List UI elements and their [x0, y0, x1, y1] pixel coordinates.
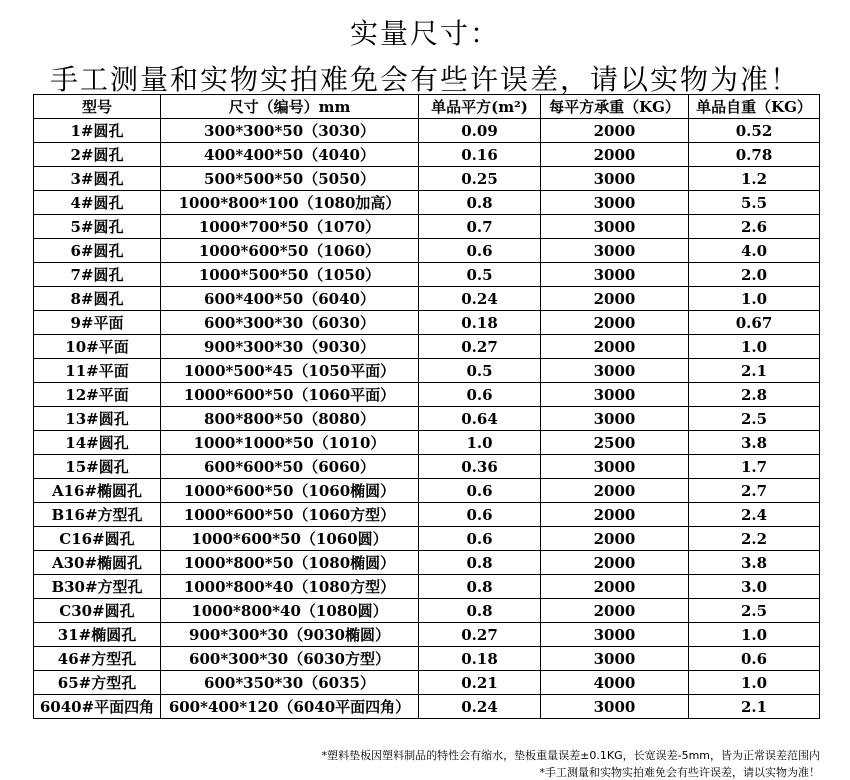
- table-cell: 3000: [541, 191, 689, 215]
- table-cell: 0.6: [689, 647, 820, 671]
- table-cell: 1000*600*50（1060平面）: [161, 383, 419, 407]
- table-cell: 3.8: [689, 551, 820, 575]
- table-cell: 2.6: [689, 215, 820, 239]
- table-cell: 0.64: [419, 407, 541, 431]
- table-cell: 0.7: [419, 215, 541, 239]
- table-cell: 0.6: [419, 479, 541, 503]
- table-cell: 2000: [541, 119, 689, 143]
- table-cell: 2000: [541, 287, 689, 311]
- table-cell: 1.0: [689, 287, 820, 311]
- table-cell: 5#圆孔: [34, 215, 161, 239]
- table-cell: 2#圆孔: [34, 143, 161, 167]
- table-cell: 2.8: [689, 383, 820, 407]
- table-header: [34, 95, 820, 119]
- table-cell: 4.0: [689, 239, 820, 263]
- table-cell: 2000: [541, 479, 689, 503]
- table-cell: 3000: [541, 383, 689, 407]
- table-cell: 0.36: [419, 455, 541, 479]
- table-cell: 2500: [541, 431, 689, 455]
- table-body: [34, 119, 820, 719]
- table-cell: 0.24: [419, 695, 541, 719]
- table-cell: 3000: [541, 359, 689, 383]
- table-row: [34, 167, 820, 191]
- table-cell: 600*300*30（6030方型）: [161, 647, 419, 671]
- table-cell: 31#椭圆孔: [34, 623, 161, 647]
- table-row: [34, 527, 820, 551]
- table-cell: 3000: [541, 407, 689, 431]
- table-cell: 3000: [541, 239, 689, 263]
- table-cell: 2000: [541, 551, 689, 575]
- table-row: [34, 119, 820, 143]
- table-cell: 1000*500*45（1050平面）: [161, 359, 419, 383]
- table-cell: 3#圆孔: [34, 167, 161, 191]
- table-cell: 1.0: [689, 335, 820, 359]
- table-cell: 46#方型孔: [34, 647, 161, 671]
- table-cell: 0.52: [689, 119, 820, 143]
- table-cell: 2.2: [689, 527, 820, 551]
- table-cell: 65#方型孔: [34, 671, 161, 695]
- table-cell: 0.18: [419, 311, 541, 335]
- table-cell: 0.67: [689, 311, 820, 335]
- table-row: [34, 431, 820, 455]
- table-cell: 0.25: [419, 167, 541, 191]
- table-cell: 600*300*30（6030）: [161, 311, 419, 335]
- table-cell: 1.2: [689, 167, 820, 191]
- column-header: 单品自重（KG）: [689, 95, 820, 119]
- table-cell: 900*300*30（9030椭圆）: [161, 623, 419, 647]
- table-cell: 0.5: [419, 359, 541, 383]
- table-cell: 1.0: [689, 623, 820, 647]
- table-cell: 6040#平面四角: [34, 695, 161, 719]
- table-cell: 8#圆孔: [34, 287, 161, 311]
- table-cell: 3000: [541, 647, 689, 671]
- table-cell: 0.8: [419, 575, 541, 599]
- table-cell: 1000*600*50（1060）: [161, 239, 419, 263]
- table-cell: 3000: [541, 695, 689, 719]
- table-cell: A16#椭圆孔: [34, 479, 161, 503]
- footnote-tolerance: *塑料垫板因塑料制品的特性会有缩水，垫板重量误差±0.1KG，长宽误差-5mm，皆为正常误差范围内: [321, 749, 820, 762]
- table-cell: 1000*1000*50（1010）: [161, 431, 419, 455]
- table-cell: 0.8: [419, 551, 541, 575]
- table-cell: 11#平面: [34, 359, 161, 383]
- table-cell: 1#圆孔: [34, 119, 161, 143]
- table-cell: A30#椭圆孔: [34, 551, 161, 575]
- table-cell: 15#圆孔: [34, 455, 161, 479]
- table-cell: 500*500*50（5050）: [161, 167, 419, 191]
- table-cell: 5.5: [689, 191, 820, 215]
- table-row: [34, 359, 820, 383]
- table-cell: 2.5: [689, 407, 820, 431]
- table-cell: 0.21: [419, 671, 541, 695]
- table-cell: 600*400*120（6040平面四角）: [161, 695, 419, 719]
- table-cell: 0.5: [419, 263, 541, 287]
- table-cell: 0.09: [419, 119, 541, 143]
- table-row: [34, 695, 820, 719]
- table-cell: 3.8: [689, 431, 820, 455]
- table-cell: 2000: [541, 527, 689, 551]
- table-cell: C30#圆孔: [34, 599, 161, 623]
- table-cell: 600*350*30（6035）: [161, 671, 419, 695]
- table-row: [34, 143, 820, 167]
- table-cell: 1000*800*50（1080椭圆）: [161, 551, 419, 575]
- table-cell: 2000: [541, 575, 689, 599]
- table-cell: 1000*600*50（1060方型）: [161, 503, 419, 527]
- table-cell: 1.7: [689, 455, 820, 479]
- table-cell: 2000: [541, 599, 689, 623]
- table-row: [34, 287, 820, 311]
- table-cell: 1.0: [419, 431, 541, 455]
- table-cell: 3000: [541, 455, 689, 479]
- column-header: 单品平方(m²): [419, 95, 541, 119]
- table-cell: 1000*600*50（1060圆）: [161, 527, 419, 551]
- table-row: [34, 407, 820, 431]
- table-cell: 0.6: [419, 383, 541, 407]
- table-cell: 0.16: [419, 143, 541, 167]
- table-cell: 3000: [541, 623, 689, 647]
- table-cell: 400*400*50（4040）: [161, 143, 419, 167]
- table-cell: 14#圆孔: [34, 431, 161, 455]
- table-cell: 0.78: [689, 143, 820, 167]
- table-cell: 600*600*50（6060）: [161, 455, 419, 479]
- table-cell: 0.6: [419, 239, 541, 263]
- table-cell: 3.0: [689, 575, 820, 599]
- table-cell: 800*800*50（8080）: [161, 407, 419, 431]
- page-title: 实量尺寸：: [349, 17, 500, 50]
- table-cell: 6#圆孔: [34, 239, 161, 263]
- table-row: [34, 215, 820, 239]
- table-cell: C16#圆孔: [34, 527, 161, 551]
- table-cell: 1000*500*50（1050）: [161, 263, 419, 287]
- table-cell: 0.6: [419, 503, 541, 527]
- table-row: [34, 647, 820, 671]
- table-cell: 0.8: [419, 191, 541, 215]
- table-cell: 3000: [541, 263, 689, 287]
- table-row: [34, 503, 820, 527]
- table-cell: 600*400*50（6040）: [161, 287, 419, 311]
- table-cell: B30#方型孔: [34, 575, 161, 599]
- table-cell: 1000*800*40（1080圆）: [161, 599, 419, 623]
- spec-table: [33, 94, 820, 719]
- table-row: [34, 575, 820, 599]
- table-row: [34, 623, 820, 647]
- table-cell: 4#圆孔: [34, 191, 161, 215]
- footnote-disclaimer: *手工测量和实物实拍难免会有些许误差，请以实物为准！: [539, 766, 820, 779]
- table-cell: 10#平面: [34, 335, 161, 359]
- table-row: [34, 335, 820, 359]
- table-cell: 2.1: [689, 359, 820, 383]
- table-cell: 900*300*30（9030）: [161, 335, 419, 359]
- table-cell: 2.0: [689, 263, 820, 287]
- table-cell: 2.5: [689, 599, 820, 623]
- table-cell: 2.7: [689, 479, 820, 503]
- header-row: [34, 95, 820, 119]
- table-cell: 1000*700*50（1070）: [161, 215, 419, 239]
- table-cell: 2000: [541, 311, 689, 335]
- column-header: 尺寸（编号）mm: [161, 95, 419, 119]
- table-row: [34, 311, 820, 335]
- table-cell: 300*300*50（3030）: [161, 119, 419, 143]
- table-row: [34, 671, 820, 695]
- table-row: [34, 479, 820, 503]
- table-cell: 1.0: [689, 671, 820, 695]
- page-subtitle: 手工测量和实物实拍难免会有些许误差，请以实物为准！: [49, 63, 800, 96]
- table-cell: 4000: [541, 671, 689, 695]
- table-cell: 1000*600*50（1060椭圆）: [161, 479, 419, 503]
- column-header: 型号: [34, 95, 161, 119]
- table-cell: 0.27: [419, 335, 541, 359]
- column-header: 每平方承重（KG）: [541, 95, 689, 119]
- table-cell: 0.27: [419, 623, 541, 647]
- table-cell: 0.24: [419, 287, 541, 311]
- table-cell: 0.6: [419, 527, 541, 551]
- table-cell: 3000: [541, 215, 689, 239]
- table-row: [34, 191, 820, 215]
- table-cell: 9#平面: [34, 311, 161, 335]
- table-cell: 2.1: [689, 695, 820, 719]
- table-row: [34, 551, 820, 575]
- table-cell: 1000*800*100（1080加高）: [161, 191, 419, 215]
- table-row: [34, 239, 820, 263]
- table-row: [34, 383, 820, 407]
- table-cell: 2.4: [689, 503, 820, 527]
- table-cell: 2000: [541, 335, 689, 359]
- table-cell: B16#方型孔: [34, 503, 161, 527]
- table-cell: 3000: [541, 167, 689, 191]
- table-row: [34, 455, 820, 479]
- table-cell: 7#圆孔: [34, 263, 161, 287]
- table-cell: 13#圆孔: [34, 407, 161, 431]
- table-cell: 0.8: [419, 599, 541, 623]
- table-cell: 1000*800*40（1080方型）: [161, 575, 419, 599]
- table-cell: 12#平面: [34, 383, 161, 407]
- table-cell: 0.18: [419, 647, 541, 671]
- table-cell: 2000: [541, 503, 689, 527]
- table-cell: 2000: [541, 143, 689, 167]
- table-row: [34, 263, 820, 287]
- table-row: [34, 599, 820, 623]
